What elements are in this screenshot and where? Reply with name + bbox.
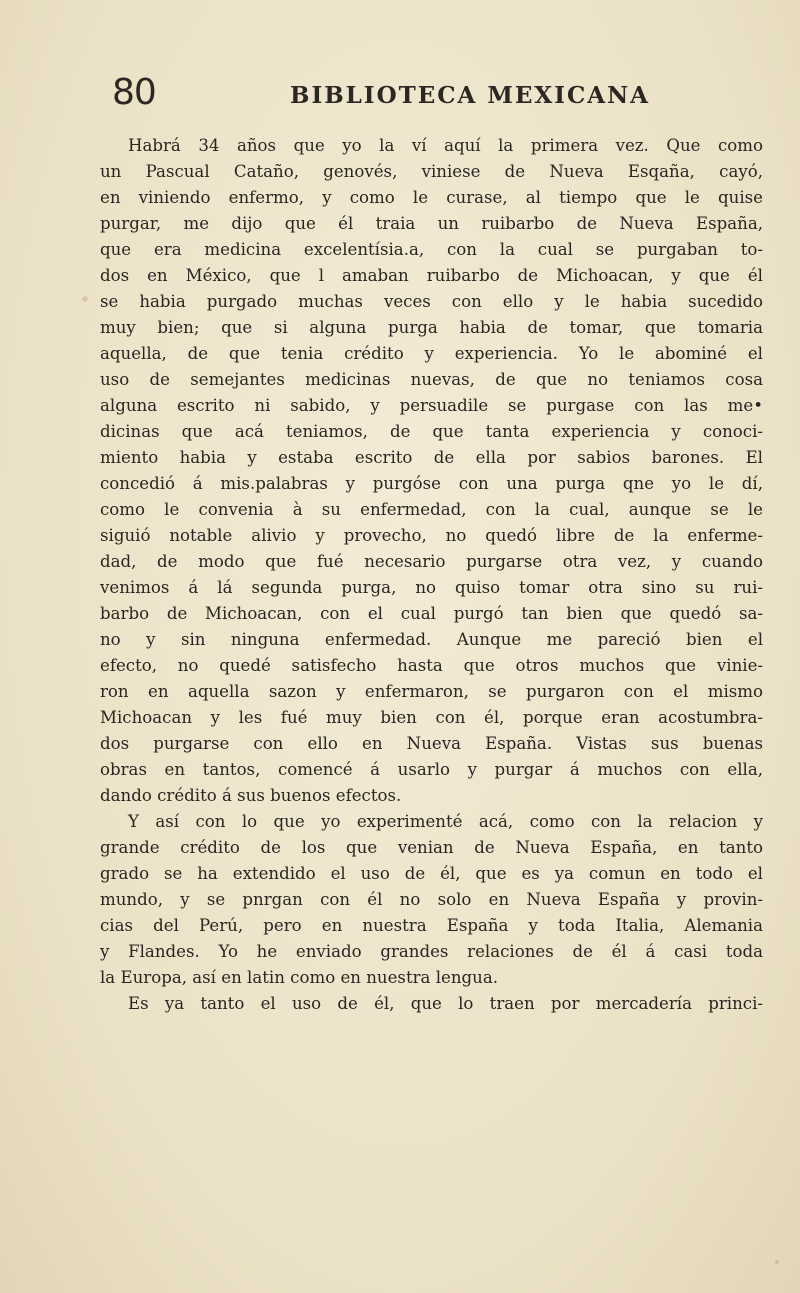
- text-line: dad, de modo que fué necesario purgarse otra vez, y cuando: [100, 552, 763, 571]
- text-line: siguió notable alivio y provecho, no quedó libre de la enferme-: [100, 526, 763, 545]
- text-line: cias del Perú, pero en nuestra España y toda Italia, Alemania: [100, 916, 763, 935]
- text-line: como le convenia à su enfermedad, con la cual, aunque se le: [100, 500, 763, 519]
- text-line: uso de semejantes medicinas nuevas, de que no teniamos cosa: [100, 370, 763, 389]
- text-line: que era medicina excelentísia.a, con la cual se purgaban to-: [100, 240, 763, 259]
- text-line: grande crédito de los que venian de Nueva España, en tanto: [100, 838, 763, 857]
- text-line: obras en tantos, comencé á usarlo y purgar á muchos con ella,: [100, 760, 763, 779]
- text-line: alguna escrito ni sabido, y persuadile se purgase con las me•: [100, 396, 763, 415]
- text-line: concedió á mis.palabras y purgóse con una purga qne yo le dí,: [100, 474, 763, 493]
- page-number: 80: [112, 72, 156, 113]
- text-line: Michoacan y les fué muy bien con él, porque eran acostumbra-: [100, 708, 763, 727]
- text-line: venimos á lá segunda purga, no quiso tomar otra sino su rui-: [100, 578, 763, 597]
- text-line: muy bien; que si alguna purga habia de tomar, que tomaria: [100, 318, 763, 337]
- text-line: grado se ha extendido el uso de él, que es ya comun en todo el: [100, 864, 763, 883]
- text-line: mundo, y se pnrgan con él no solo en Nueva España y provin-: [100, 890, 763, 909]
- text-line: en viniendo enfermo, y como le curase, al tiempo que le quise: [100, 188, 763, 207]
- text-line: dando crédito á sus buenos efectos.: [100, 786, 402, 805]
- page-header: [100, 72, 780, 112]
- running-title: BIBLIOTECA MEXICANA: [290, 82, 651, 109]
- text-line: aquella, de que tenia crédito y experiencia. Yo le abominé el: [100, 344, 763, 363]
- text-line: no y sin ninguna enfermedad. Aunque me pareció bien el: [100, 630, 763, 649]
- text-line: dicinas que acá teniamos, de que tanta experiencia y conoci-: [100, 422, 763, 441]
- text-line: Habrá 34 años que yo la ví aquí la primera vez. Que como: [128, 136, 763, 155]
- text-line: la Europa, así en latin como en nuestra lengua.: [100, 968, 499, 987]
- text-line: barbo de Michoacan, con el cual purgó tan bien que quedó sa-: [100, 604, 763, 623]
- text-line: efecto, no quedé satisfecho hasta que otros muchos que vinie-: [100, 656, 763, 675]
- text-line: dos purgarse con ello en Nueva España. Vistas sus buenas: [100, 734, 763, 753]
- text-line: dos en México, que l amaban ruibarbo de Michoacan, y que él: [100, 266, 763, 285]
- text-line: se habia purgado muchas veces con ello y le habia sucedido: [100, 292, 763, 311]
- text-line: Es ya tanto el uso de él, que lo traen por mercadería princi-: [128, 994, 763, 1013]
- text-line: purgar, me dijo que él traia un ruibarbo de Nueva España,: [100, 214, 763, 233]
- ink-speck: [775, 1260, 779, 1264]
- text-line: y Flandes. Yo he enviado grandes relaciones de él á casi toda: [100, 942, 763, 961]
- text-line: miento habia y estaba escrito de ella por sabios barones. El: [100, 448, 763, 467]
- text-line: Y así con lo que yo experimenté acá, como con la relacion y: [128, 812, 763, 831]
- text-line: ron en aquella sazon y enfermaron, se purgaron con el mismo: [100, 682, 763, 701]
- ink-speck: [82, 296, 88, 302]
- text-line: un Pascual Cataño, genovés, viniese de Nueva Esqaña, cayó,: [100, 162, 763, 181]
